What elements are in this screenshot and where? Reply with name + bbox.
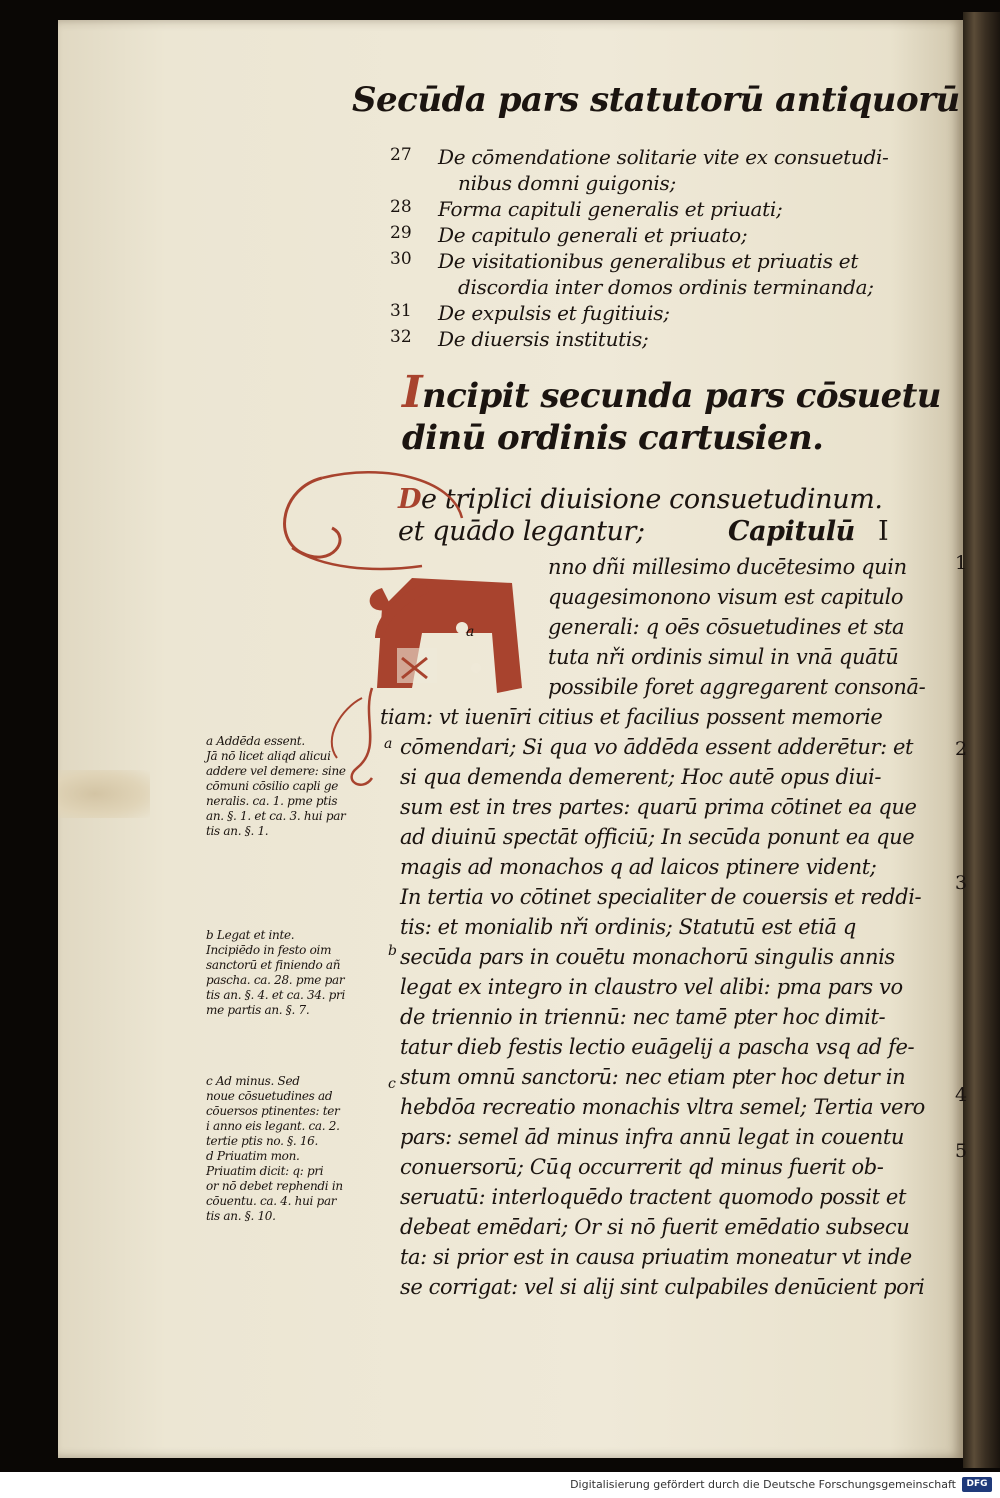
text-line: seruatū: interloquēdo tractent quomodo possit et — [400, 1185, 906, 1209]
incipit-heading — [402, 367, 942, 459]
rubricated-initial: D — [398, 484, 422, 515]
toc-item — [390, 327, 950, 353]
note-mark: b — [388, 943, 397, 959]
text-line: magis ad monachos q ad laicos ptinere vident; — [400, 855, 877, 879]
text-line: se corrigat: vel si alij sint culpabiles denūcient pori — [400, 1275, 925, 1299]
margin-section-number: 5 — [955, 1140, 968, 1162]
text-line: pars: semel ād minus infra annū legat in couentu — [400, 1125, 905, 1149]
toc-number: 30 — [390, 249, 412, 269]
running-header: Secūda pars statutorū antiquorū — [352, 80, 960, 120]
margin-section-number: 3 — [955, 872, 968, 894]
funding-credit: Digitalisierung gefördert durch die Deutsche Forschungsgemeinschaft — [570, 1478, 956, 1491]
text-line: de triennio in triennū: nec tamē pter hoc dimit- — [400, 1005, 886, 1029]
text-line: ad diuinū spectāt officiū; In secūda ponunt ea que — [400, 825, 915, 849]
chapter-number: I — [878, 516, 889, 547]
chapter-label: Capitulū — [728, 516, 855, 547]
marginal-gloss-a: a Addēda essent. Jā nō licet aliqd alicui addere vel demere: sine cōmuni cōsilio capli ge neralis. ca. 1. pme ptis an. §. 1. et ca. 3. hui par tis an. §. 1. — [206, 734, 346, 838]
toc-title: Forma capituli generalis et priuati; — [438, 197, 783, 221]
toc-number: 32 — [390, 327, 412, 347]
toc-item — [390, 249, 950, 275]
text-line: legat ex integro in claustro vel alibi: pma pars vo — [400, 975, 903, 999]
toc-title-continued: nibus domni guigonis; — [458, 171, 676, 195]
toc-number: 27 — [390, 145, 412, 165]
text-line: tuta nři ordinis simul in vnā quātū — [548, 645, 899, 669]
toc-item-continuation — [390, 275, 950, 301]
marginal-gloss-b: b Legat et inte. Incipiēdo in festo oim sanctorū et finiendo añ pascha. ca. 28. pme par tis an. §. 4. et ca. 34. pri me partis an. §. 7. — [206, 928, 346, 1017]
text-line: In tertia vo cōtinet specialiter de couersis et reddi- — [400, 885, 922, 909]
toc-title: De capitulo generali et priuato; — [438, 223, 748, 247]
text-line: tatur dieb festis lectio euāgelij a pascha vsq ad fe- — [400, 1035, 915, 1059]
marginal-gloss-c: c Ad minus. Sed noue cōsuetudines ad cōuersos ptinentes: ter i anno eis legant. ca. 2. tertie ptis no. §. 16. d Priuatim mon. Priuatim dicit: q: pri or nō debet rephendi in cōuentu. ca. 4. hui par tis an. §. 10. — [206, 1074, 343, 1223]
note-mark: c — [388, 1076, 396, 1092]
main-text-block — [380, 553, 940, 1303]
text-line: nno dñi millesimo ducētesimo quin — [548, 555, 907, 579]
text-line: hebdōa recreatio monachis vltra semel; Tertia vero — [400, 1095, 925, 1119]
text-line: sum est in tres partes: quarū prima cōtinet ea que — [400, 795, 917, 819]
text-line: tiam: vt iuenīri citius et facilius possent memorie — [380, 705, 883, 729]
toc-number: 28 — [390, 197, 412, 217]
toc-item-continuation — [390, 171, 950, 197]
text-line: quagesimonono visum est capitulo — [548, 585, 904, 609]
book-spine-edge — [963, 12, 1000, 1468]
toc-item — [390, 197, 950, 223]
toc-title: De visitationibus generalibus et priuatis et — [438, 249, 859, 273]
text-line: possibile foret aggregarent consonā- — [548, 675, 926, 699]
toc-item — [390, 145, 950, 171]
margin-section-number: 4 — [955, 1084, 968, 1106]
text-line: si qua demenda demerent; Hoc autē opus diui- — [400, 765, 882, 789]
text-line: generali: q oēs cōsuetudines et sta — [548, 615, 905, 639]
digitization-footer — [0, 1472, 1000, 1498]
chapter-title-line: et quādo legantur; — [398, 516, 645, 547]
margin-section-number: 1 — [955, 552, 968, 574]
toc-item — [390, 301, 950, 327]
note-mark: a — [466, 624, 475, 640]
text-line: cōmendari; Si qua vo āddēda essent adderētur: et — [400, 735, 914, 759]
toc-title: De cōmendatione solitarie vite ex consuetudi- — [438, 145, 889, 169]
text-line: secūda pars in couētu monachorū singulis annis — [400, 945, 895, 969]
rubricated-initial: I — [402, 367, 422, 418]
note-mark: a — [384, 736, 393, 752]
text-line: conuersorū; Cūq occurrerit qd minus fuerit ob- — [400, 1155, 884, 1179]
text-line: tis: et monialib nři ordinis; Statutū est etiā q — [400, 915, 856, 939]
toc-number: 31 — [390, 301, 412, 321]
dfg-logo-icon[interactable]: DFG — [962, 1477, 992, 1492]
toc-title-continued: discordia inter domos ordinis terminanda; — [458, 275, 874, 299]
chapter-title-line: e triplici diuisione consuetudinum. — [421, 484, 883, 515]
toc-number: 29 — [390, 223, 412, 243]
toc-title: De expulsis et fugitiuis; — [438, 301, 670, 325]
toc-item — [390, 223, 950, 249]
paper-stain — [58, 770, 150, 818]
table-of-contents — [390, 145, 950, 353]
toc-title: De diuersis institutis; — [438, 327, 649, 351]
text-line: debeat emēdari; Or si nō fuerit emēdatio subsecu — [400, 1215, 910, 1239]
incipit-line: dinū ordinis cartusien. — [402, 418, 824, 458]
margin-section-number: 2 — [955, 738, 968, 760]
text-line: ta: si prior est in causa priuatim moneatur vt inde — [400, 1245, 912, 1269]
text-line: stum omnū sanctorū: nec etiam pter hoc detur in — [400, 1065, 906, 1089]
incipit-line: ncipit secunda pars cōsuetu — [421, 376, 941, 416]
